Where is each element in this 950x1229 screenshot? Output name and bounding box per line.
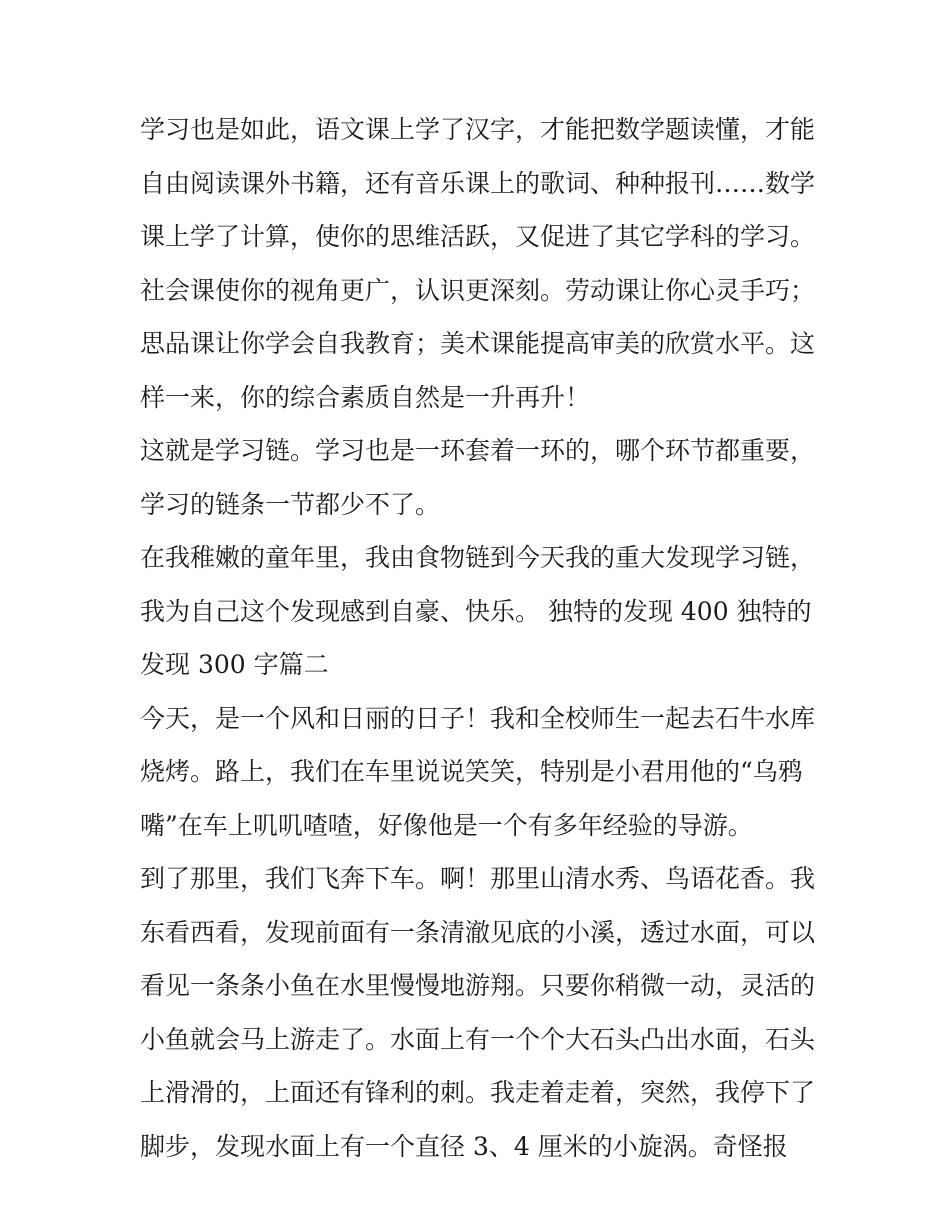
text-line: 上滑滑的，上面还有锋利的刺。我走着走着，突然，我停下了 [140, 1078, 816, 1107]
text-line: 脚步，发现水面上有一个直径 3、4 厘米的小旋涡。奇怪报 [140, 1131, 788, 1161]
text-line: 学习的链条一节都少不了。 [140, 489, 441, 519]
text-line: 课上学了计算，使你的思维活跃，又促进了其它学科的学习。 [140, 222, 816, 251]
text-line: 到了那里，我们飞奔下车。啊！那里山清水秀、鸟语花香。我 [140, 864, 816, 893]
text-line: 今天，是一个风和日丽的日子！我和全校师生一起去石牛水库 [140, 703, 816, 733]
text-line: 自由阅读课外书籍，还有音乐课上的歌词、种种报刊……数学 [140, 168, 816, 198]
text-line: 在我稚嫩的童年里，我由食物链到今天我的重大发现学习链， [140, 543, 816, 572]
text-line: 我为自己这个发现感到自豪、快乐。 独特的发现 400 独特的 [140, 596, 812, 626]
text-line: 思品课让你学会自我教育；美术课能提高审美的欣赏水平。这 [140, 329, 816, 358]
document-body [140, 103, 820, 1173]
text-line: 社会课使你的视角更广，认识更深刻。劳动课让你心灵手巧； [140, 275, 816, 305]
text-line: 烧烤。路上，我们在车里说说笑笑，特别是小君用他的“乌鸦 [140, 757, 803, 786]
text-line: 发现 300 字篇二 [140, 650, 329, 679]
text-line: 嘴”在车上叽叽喳喳，好像他是一个有多年经验的导游。 [140, 810, 753, 840]
text-line: 这就是学习链。学习也是一环套着一环的，哪个环节都重要， [140, 436, 816, 465]
text-line: 小鱼就会马上游走了。水面上有一个个大石头凸出水面，石头 [140, 1024, 816, 1054]
text-line: 样一来，你的综合素质自然是一升再升！ [140, 382, 591, 412]
text-line: 东看西看，发现前面有一条清澈见底的小溪，透过水面，可以 [140, 917, 816, 947]
text-line: 学习也是如此，语文课上学了汉字，才能把数学题读懂，才能 [140, 115, 816, 144]
text-line: 看见一条条小鱼在水里慢慢地游翔。只要你稍微一动，灵活的 [140, 971, 816, 1000]
